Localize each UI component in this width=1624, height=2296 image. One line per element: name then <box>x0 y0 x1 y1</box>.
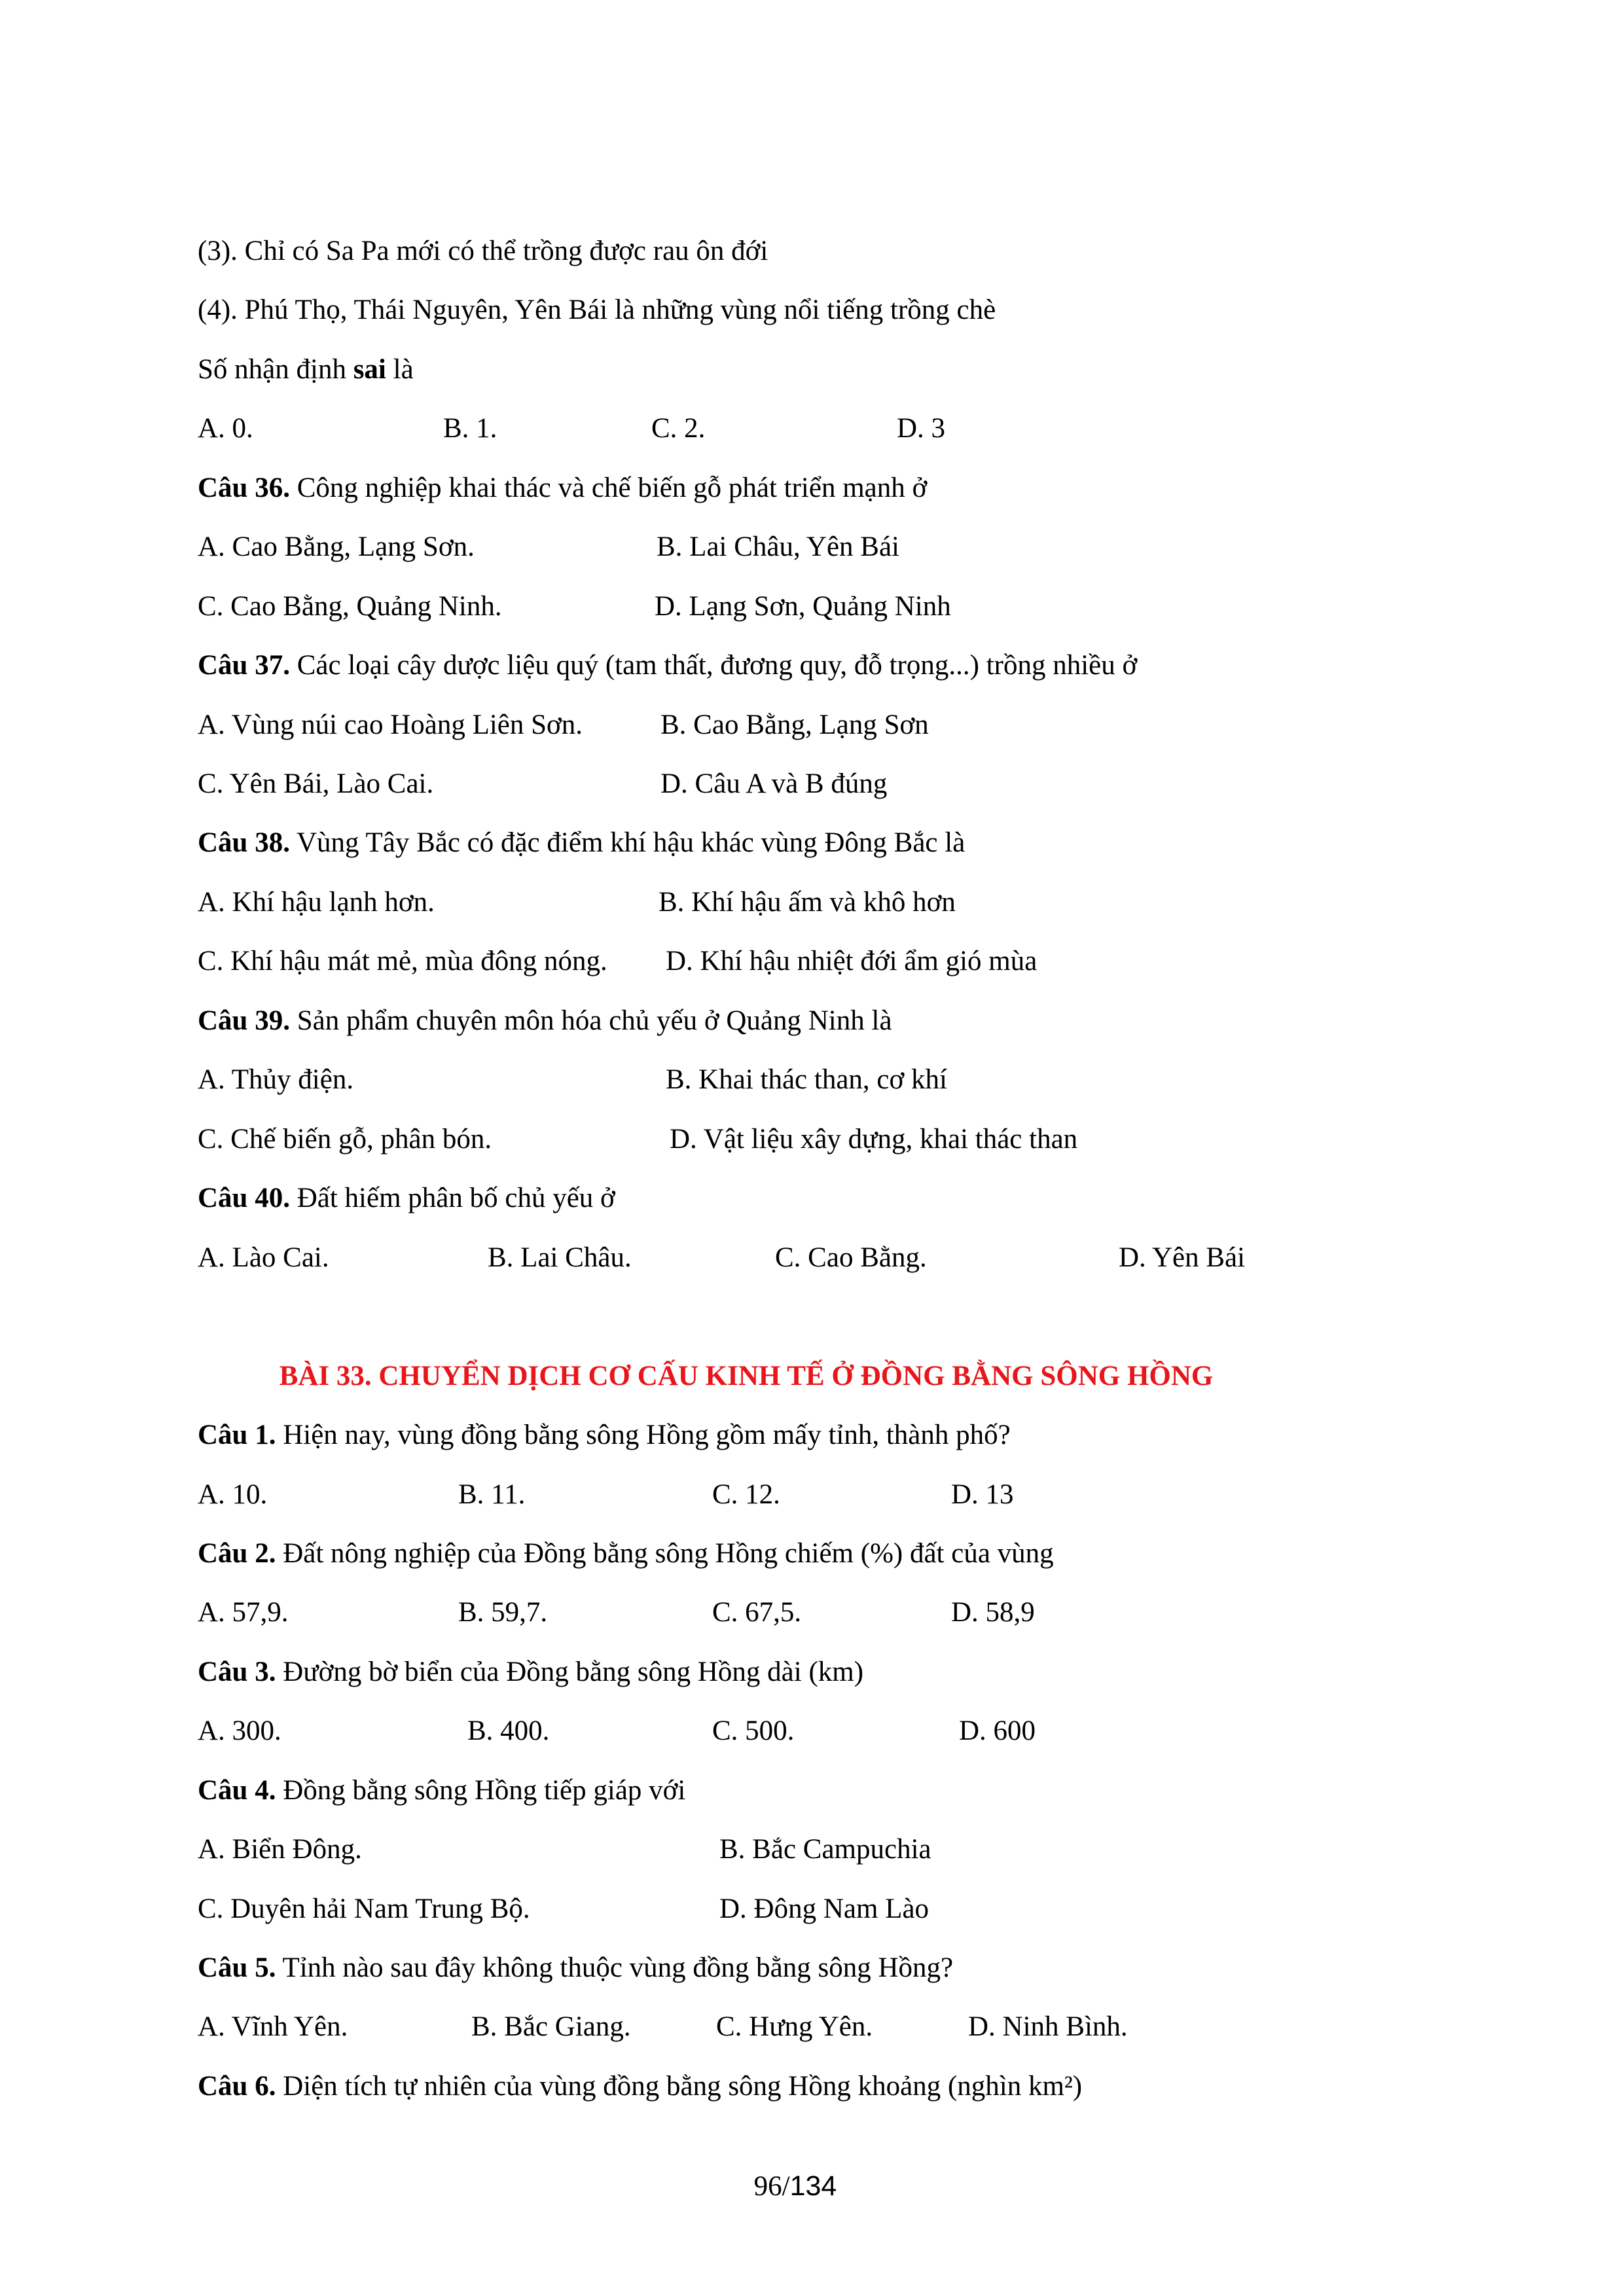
question-prefix-line <box>198 351 414 388</box>
option-c: C. Chế biến gỗ, phân bón. <box>198 1124 492 1155</box>
question-number: Câu 2. <box>198 1538 276 1569</box>
statement-4: (4). Phú Thọ, Thái Nguyên, Yên Bái là những vùng nổi tiếng trồng chè <box>198 295 996 325</box>
option-b: B. 11. <box>458 1479 526 1510</box>
option-c: C. Cao Bằng. <box>775 1242 927 1273</box>
option-d: D. 13 <box>951 1479 1014 1510</box>
question-6 <box>198 2068 1082 2105</box>
question-number: Câu 39. <box>198 1005 290 1036</box>
question-38 <box>198 825 965 861</box>
question-prefix: Số nhận định <box>198 354 353 385</box>
option-a: A. 0. <box>198 413 253 444</box>
option-c: C. 12. <box>712 1479 780 1510</box>
option-a: A. 10. <box>198 1479 268 1510</box>
question-text: Hiện nay, vùng đồng bằng sông Hồng gồm mấy tỉnh, thành phố? <box>276 1420 1011 1450</box>
option-b: B. 1. <box>443 413 497 444</box>
option-c: C. 2. <box>651 413 706 444</box>
option-a: A. 57,9. <box>198 1597 289 1628</box>
option-c: C. Khí hậu mát mẻ, mùa đông nóng. <box>198 946 607 977</box>
question-bold-word: sai <box>353 354 386 385</box>
question-text: Đất nông nghiệp của Đồng bằng sông Hồng chiếm (%) đất của vùng <box>276 1538 1054 1569</box>
question-2 <box>198 1535 1054 1572</box>
option-d: D. Lạng Sơn, Quảng Ninh <box>655 591 951 622</box>
option-a: A. Thủy điện. <box>198 1064 354 1095</box>
option-d: D. Câu A và B đúng <box>660 768 888 799</box>
question-4 <box>198 1772 685 1809</box>
option-b: B. Khai thác than, cơ khí <box>666 1064 947 1095</box>
page-number <box>0 2168 1591 2205</box>
question-number: Câu 1. <box>198 1420 276 1450</box>
option-c: C. Cao Bằng, Quảng Ninh. <box>198 591 502 622</box>
option-b: B. Cao Bằng, Lạng Sơn <box>660 709 929 740</box>
statement-3: (3). Chỉ có Sa Pa mới có thể trồng được rau ôn đới <box>198 236 768 266</box>
question-text: Đường bờ biển của Đồng bằng sông Hồng dài (km) <box>276 1657 864 1687</box>
option-b: B. Bắc Campuchia <box>719 1834 931 1865</box>
option-a: A. Vĩnh Yên. <box>198 2011 348 2042</box>
option-b: B. 59,7. <box>458 1597 548 1628</box>
question-36 <box>198 470 927 507</box>
option-b: B. 400. <box>467 1715 550 1746</box>
question-number: Câu 37. <box>198 650 290 681</box>
question-suffix: là <box>386 354 414 385</box>
question-number: Câu 40. <box>198 1183 290 1213</box>
question-number: Câu 6. <box>198 2071 276 2102</box>
section-title: BÀI 33. CHUYỂN DỊCH CƠ CẤU KINH TẾ Ở ĐỒNG BẰNG SÔNG HỒNG <box>279 1361 1214 1391</box>
question-number: Câu 4. <box>198 1775 276 1806</box>
question-number: Câu 5. <box>198 1952 276 1983</box>
question-text: Đất hiếm phân bố chủ yếu ở <box>289 1183 615 1213</box>
option-c: C. Yên Bái, Lào Cai. <box>198 768 434 799</box>
question-number: Câu 36. <box>198 473 290 503</box>
question-3 <box>198 1654 863 1691</box>
question-37 <box>198 647 1137 684</box>
option-a: A. Lào Cai. <box>198 1242 329 1273</box>
question-40 <box>198 1180 615 1217</box>
question-text: Diện tích tự nhiên của vùng đồng bằng sông Hồng khoảng (nghìn km²) <box>276 2071 1083 2102</box>
option-a: A. Vùng núi cao Hoàng Liên Sơn. <box>198 709 583 740</box>
option-d: D. 600 <box>959 1715 1036 1746</box>
option-d: D. Khí hậu nhiệt đới ẩm gió mùa <box>666 946 1038 977</box>
question-text: Sản phẩm chuyên môn hóa chủ yếu ở Quảng Ninh là <box>289 1005 892 1036</box>
option-d: D. 3 <box>897 413 946 444</box>
option-a: A. 300. <box>198 1715 281 1746</box>
question-5 <box>198 1950 953 1986</box>
option-d: D. Đông Nam Lào <box>719 1893 929 1924</box>
question-number: Câu 38. <box>198 827 290 858</box>
option-d: D. Vật liệu xây dựng, khai thác than <box>670 1124 1078 1155</box>
option-d: D. 58,9 <box>951 1597 1035 1628</box>
option-b: B. Khí hậu ấm và khô hơn <box>659 887 956 918</box>
option-a: A. Biển Đông. <box>198 1834 362 1865</box>
page-total: 134 <box>789 2170 837 2202</box>
page-current: 96/ <box>753 2171 790 2202</box>
option-a: A. Cao Bằng, Lạng Sơn. <box>198 531 475 562</box>
question-39 <box>198 1003 892 1039</box>
option-b: B. Bắc Giang. <box>471 2011 631 2042</box>
option-d: D. Ninh Bình. <box>968 2011 1128 2042</box>
question-text: Tỉnh nào sau đây không thuộc vùng đồng bằng sông Hồng? <box>276 1952 954 1983</box>
option-c: C. 67,5. <box>712 1597 802 1628</box>
question-1 <box>198 1417 1011 1454</box>
option-b: B. Lai Châu, Yên Bái <box>657 531 900 562</box>
question-text: Đồng bằng sông Hồng tiếp giáp với <box>276 1775 686 1806</box>
question-number: Câu 3. <box>198 1657 276 1687</box>
option-b: B. Lai Châu. <box>488 1242 632 1273</box>
question-text: Vùng Tây Bắc có đặc điểm khí hậu khác vùng Đông Bắc là <box>289 827 965 858</box>
option-c: C. Duyên hải Nam Trung Bộ. <box>198 1893 530 1924</box>
option-c: C. Hưng Yên. <box>716 2011 873 2042</box>
option-d: D. Yên Bái <box>1119 1242 1246 1273</box>
option-c: C. 500. <box>712 1715 795 1746</box>
question-text: Công nghiệp khai thác và chế biến gỗ phát triển mạnh ở <box>289 473 928 503</box>
question-text: Các loại cây dược liệu quý (tam thất, đương quy, đỗ trọng...) trồng nhiều ở <box>289 650 1138 681</box>
option-a: A. Khí hậu lạnh hơn. <box>198 887 435 918</box>
